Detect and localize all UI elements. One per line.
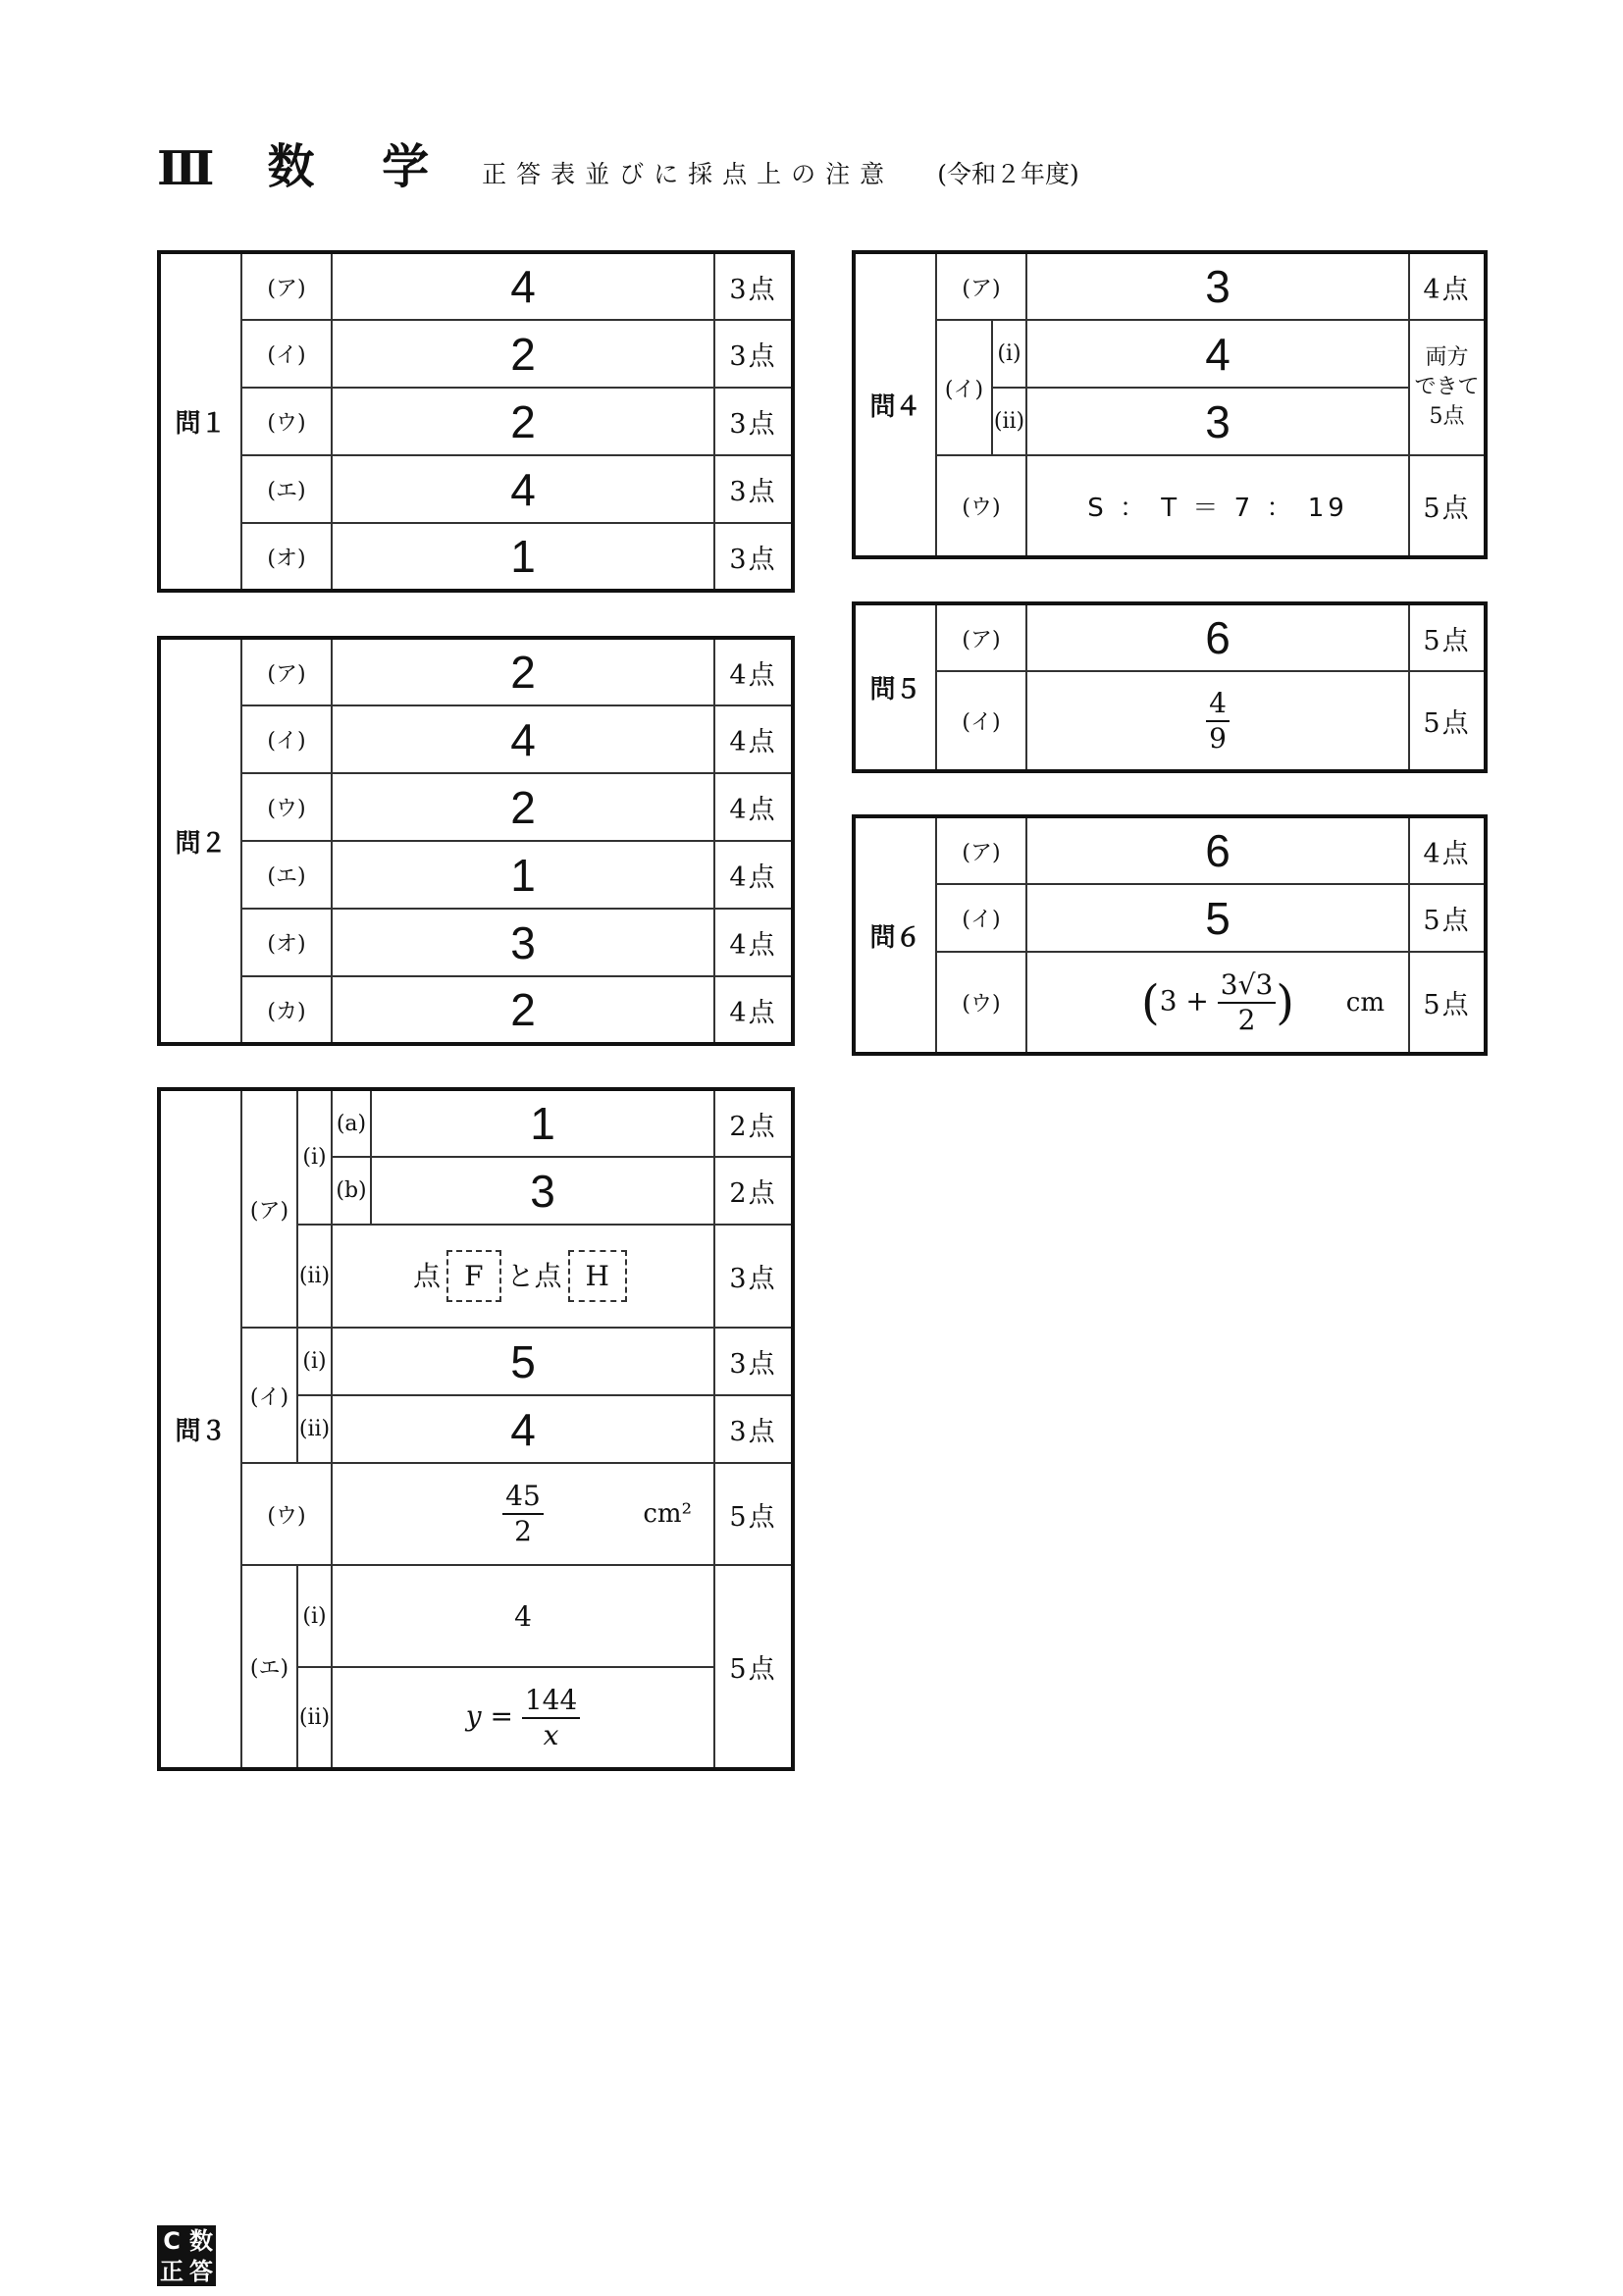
answer-cell <box>332 1225 714 1328</box>
question-6-table <box>852 814 1488 1056</box>
answer-cell: 1 <box>371 1089 714 1157</box>
row-label: (ウ) <box>241 1463 332 1565</box>
answer-cell: 4 <box>332 705 714 773</box>
points-line: 5点 <box>1429 404 1465 429</box>
row-label: (エ) <box>241 841 332 909</box>
answer-cell: 4 <box>332 1395 714 1463</box>
answer-cell: 2 <box>332 638 714 705</box>
answer-cell: 3 <box>1026 388 1409 455</box>
points-cell: 2点 <box>714 1089 793 1157</box>
unit-label: cm² <box>643 1499 692 1529</box>
answer-text: 点 <box>413 1260 442 1292</box>
row-label: (ア) <box>241 638 332 705</box>
expression-lead: 3 + <box>1159 984 1209 1017</box>
row-label: (ア) <box>936 603 1026 671</box>
row-label: (ア) <box>936 816 1026 884</box>
numerator: 144 <box>522 1684 580 1719</box>
points-cell: 5点 <box>1409 455 1486 557</box>
stamp-char: C <box>163 2226 181 2255</box>
row-label: (エ) <box>241 1565 297 1769</box>
answer-cell: 4 <box>332 1565 714 1667</box>
points-cell: 4点 <box>714 773 793 841</box>
points-cell: 3点 <box>714 388 793 455</box>
row-label: (イ) <box>241 705 332 773</box>
points-cell: 4点 <box>714 841 793 909</box>
points-cell: 5点 <box>714 1565 793 1769</box>
points-cell: 3点 <box>714 1225 793 1328</box>
sub-label: (ⅱ) <box>992 388 1026 455</box>
answer-cell: 6 <box>1026 603 1409 671</box>
points-cell: 4点 <box>1409 816 1486 884</box>
answer-cell: 4 <box>332 455 714 523</box>
document-caption: 正答表並びに採点上の注意 <box>482 160 895 188</box>
sub-sub-label: (b) <box>332 1157 371 1225</box>
points-cell: 3点 <box>714 1395 793 1463</box>
stamp-char: 正 <box>160 2257 183 2285</box>
points-cell: 3点 <box>714 1328 793 1395</box>
sub-sub-label: (a) <box>332 1089 371 1157</box>
answer-cell: 3 <box>1026 252 1409 320</box>
points-cell: 4点 <box>714 909 793 976</box>
points-cell: 3点 <box>714 252 793 320</box>
row-label: (ア) <box>241 1089 297 1328</box>
question-label: 問４ <box>854 252 936 557</box>
denominator: x <box>543 1718 559 1751</box>
row-label: (カ) <box>241 976 332 1044</box>
row-label: (ウ) <box>241 388 332 455</box>
points-line: できて <box>1414 375 1480 399</box>
points-cell: 2点 <box>714 1157 793 1225</box>
row-label: (イ) <box>936 320 992 455</box>
question-label: 問３ <box>159 1089 241 1769</box>
answer-cell <box>332 1463 714 1565</box>
row-label: (ア) <box>936 252 1026 320</box>
points-cell: 4点 <box>714 976 793 1044</box>
answer-cell: 1 <box>332 523 714 591</box>
answer-cell: 4 <box>332 252 714 320</box>
right-paren: ) <box>1276 974 1295 1030</box>
answer-cell: 2 <box>332 773 714 841</box>
stamp-char: 答 <box>189 2257 213 2285</box>
row-label: (イ) <box>241 320 332 388</box>
section-number: Ⅲ <box>157 141 217 196</box>
question-2-table <box>157 636 795 1046</box>
points-cell: 3点 <box>714 455 793 523</box>
answer-cell: S ： T ＝ 7 ： 19 <box>1026 455 1409 557</box>
denominator: 9 <box>1209 721 1227 755</box>
answer-cell: 3 <box>371 1157 714 1225</box>
unit-label: cm <box>1345 987 1385 1018</box>
row-label: (イ) <box>241 1328 297 1463</box>
denominator: 2 <box>514 1515 532 1547</box>
answer-cell: 2 <box>332 388 714 455</box>
row-label: (エ) <box>241 455 332 523</box>
points-line: 両方 <box>1425 345 1469 370</box>
sub-label: (ⅱ) <box>297 1395 332 1463</box>
row-label: (ウ) <box>936 952 1026 1054</box>
stamp-char: 数 <box>189 2226 213 2255</box>
document-code-stamp <box>157 2225 216 2286</box>
points-cell <box>1409 320 1486 455</box>
subject-title: 数 学 <box>267 139 455 194</box>
sub-label: (ⅰ) <box>297 1328 332 1395</box>
answer-cell: 3 <box>332 909 714 976</box>
answer-cell: 4 <box>1026 320 1409 388</box>
answer-cell: 1 <box>332 841 714 909</box>
points-cell: 5点 <box>1409 884 1486 952</box>
answer-cell <box>332 1667 714 1769</box>
question-label: 問２ <box>159 638 241 1044</box>
left-paren: ( <box>1140 974 1160 1030</box>
points-cell: 5点 <box>714 1463 793 1565</box>
denominator: 2 <box>1237 1003 1256 1036</box>
answer-box: H <box>568 1250 627 1302</box>
fraction <box>1206 687 1230 756</box>
question-1-table <box>157 250 795 593</box>
points-cell: 5点 <box>1409 671 1486 771</box>
sub-label: (ⅰ) <box>297 1565 332 1667</box>
row-label: (イ) <box>936 671 1026 771</box>
points-cell: 3点 <box>714 523 793 591</box>
answer-cell: 2 <box>332 320 714 388</box>
answer-text: と点 <box>506 1260 562 1292</box>
row-label: (ア) <box>241 252 332 320</box>
row-label: (ウ) <box>936 455 1026 557</box>
page-header <box>157 137 1079 196</box>
question-label: 問５ <box>854 603 936 771</box>
sub-label: (ⅱ) <box>297 1667 332 1769</box>
answer-cell <box>1026 952 1409 1054</box>
fraction <box>522 1684 580 1752</box>
sub-label: (ⅱ) <box>297 1225 332 1328</box>
row-label: (オ) <box>241 523 332 591</box>
numerator: 4 <box>1206 687 1230 722</box>
answer-cell: 5 <box>332 1328 714 1395</box>
answer-cell: 5 <box>1026 884 1409 952</box>
answer-cell: 6 <box>1026 816 1409 884</box>
question-5-table <box>852 601 1488 773</box>
sub-label: (ⅰ) <box>297 1089 332 1225</box>
question-3-table <box>157 1087 795 1771</box>
equation-lhs: y = <box>465 1699 513 1732</box>
fraction <box>502 1480 544 1548</box>
row-label: (ウ) <box>241 773 332 841</box>
points-cell: 4点 <box>714 638 793 705</box>
question-4-table <box>852 250 1488 559</box>
points-cell: 5点 <box>1409 952 1486 1054</box>
question-label: 問１ <box>159 252 241 591</box>
answer-cell <box>1026 671 1409 771</box>
points-cell: 4点 <box>714 705 793 773</box>
numerator: 3√3 <box>1218 968 1276 1004</box>
school-year: (令和２年度) <box>937 160 1079 188</box>
points-cell: 3点 <box>714 320 793 388</box>
points-cell: 5点 <box>1409 603 1486 671</box>
answer-box: F <box>446 1250 500 1302</box>
question-label: 問６ <box>854 816 936 1054</box>
points-cell: 4点 <box>1409 252 1486 320</box>
fraction <box>1218 968 1276 1037</box>
row-label: (イ) <box>936 884 1026 952</box>
numerator: 45 <box>502 1480 544 1515</box>
row-label: (オ) <box>241 909 332 976</box>
sub-label: (ⅰ) <box>992 320 1026 388</box>
answer-cell: 2 <box>332 976 714 1044</box>
